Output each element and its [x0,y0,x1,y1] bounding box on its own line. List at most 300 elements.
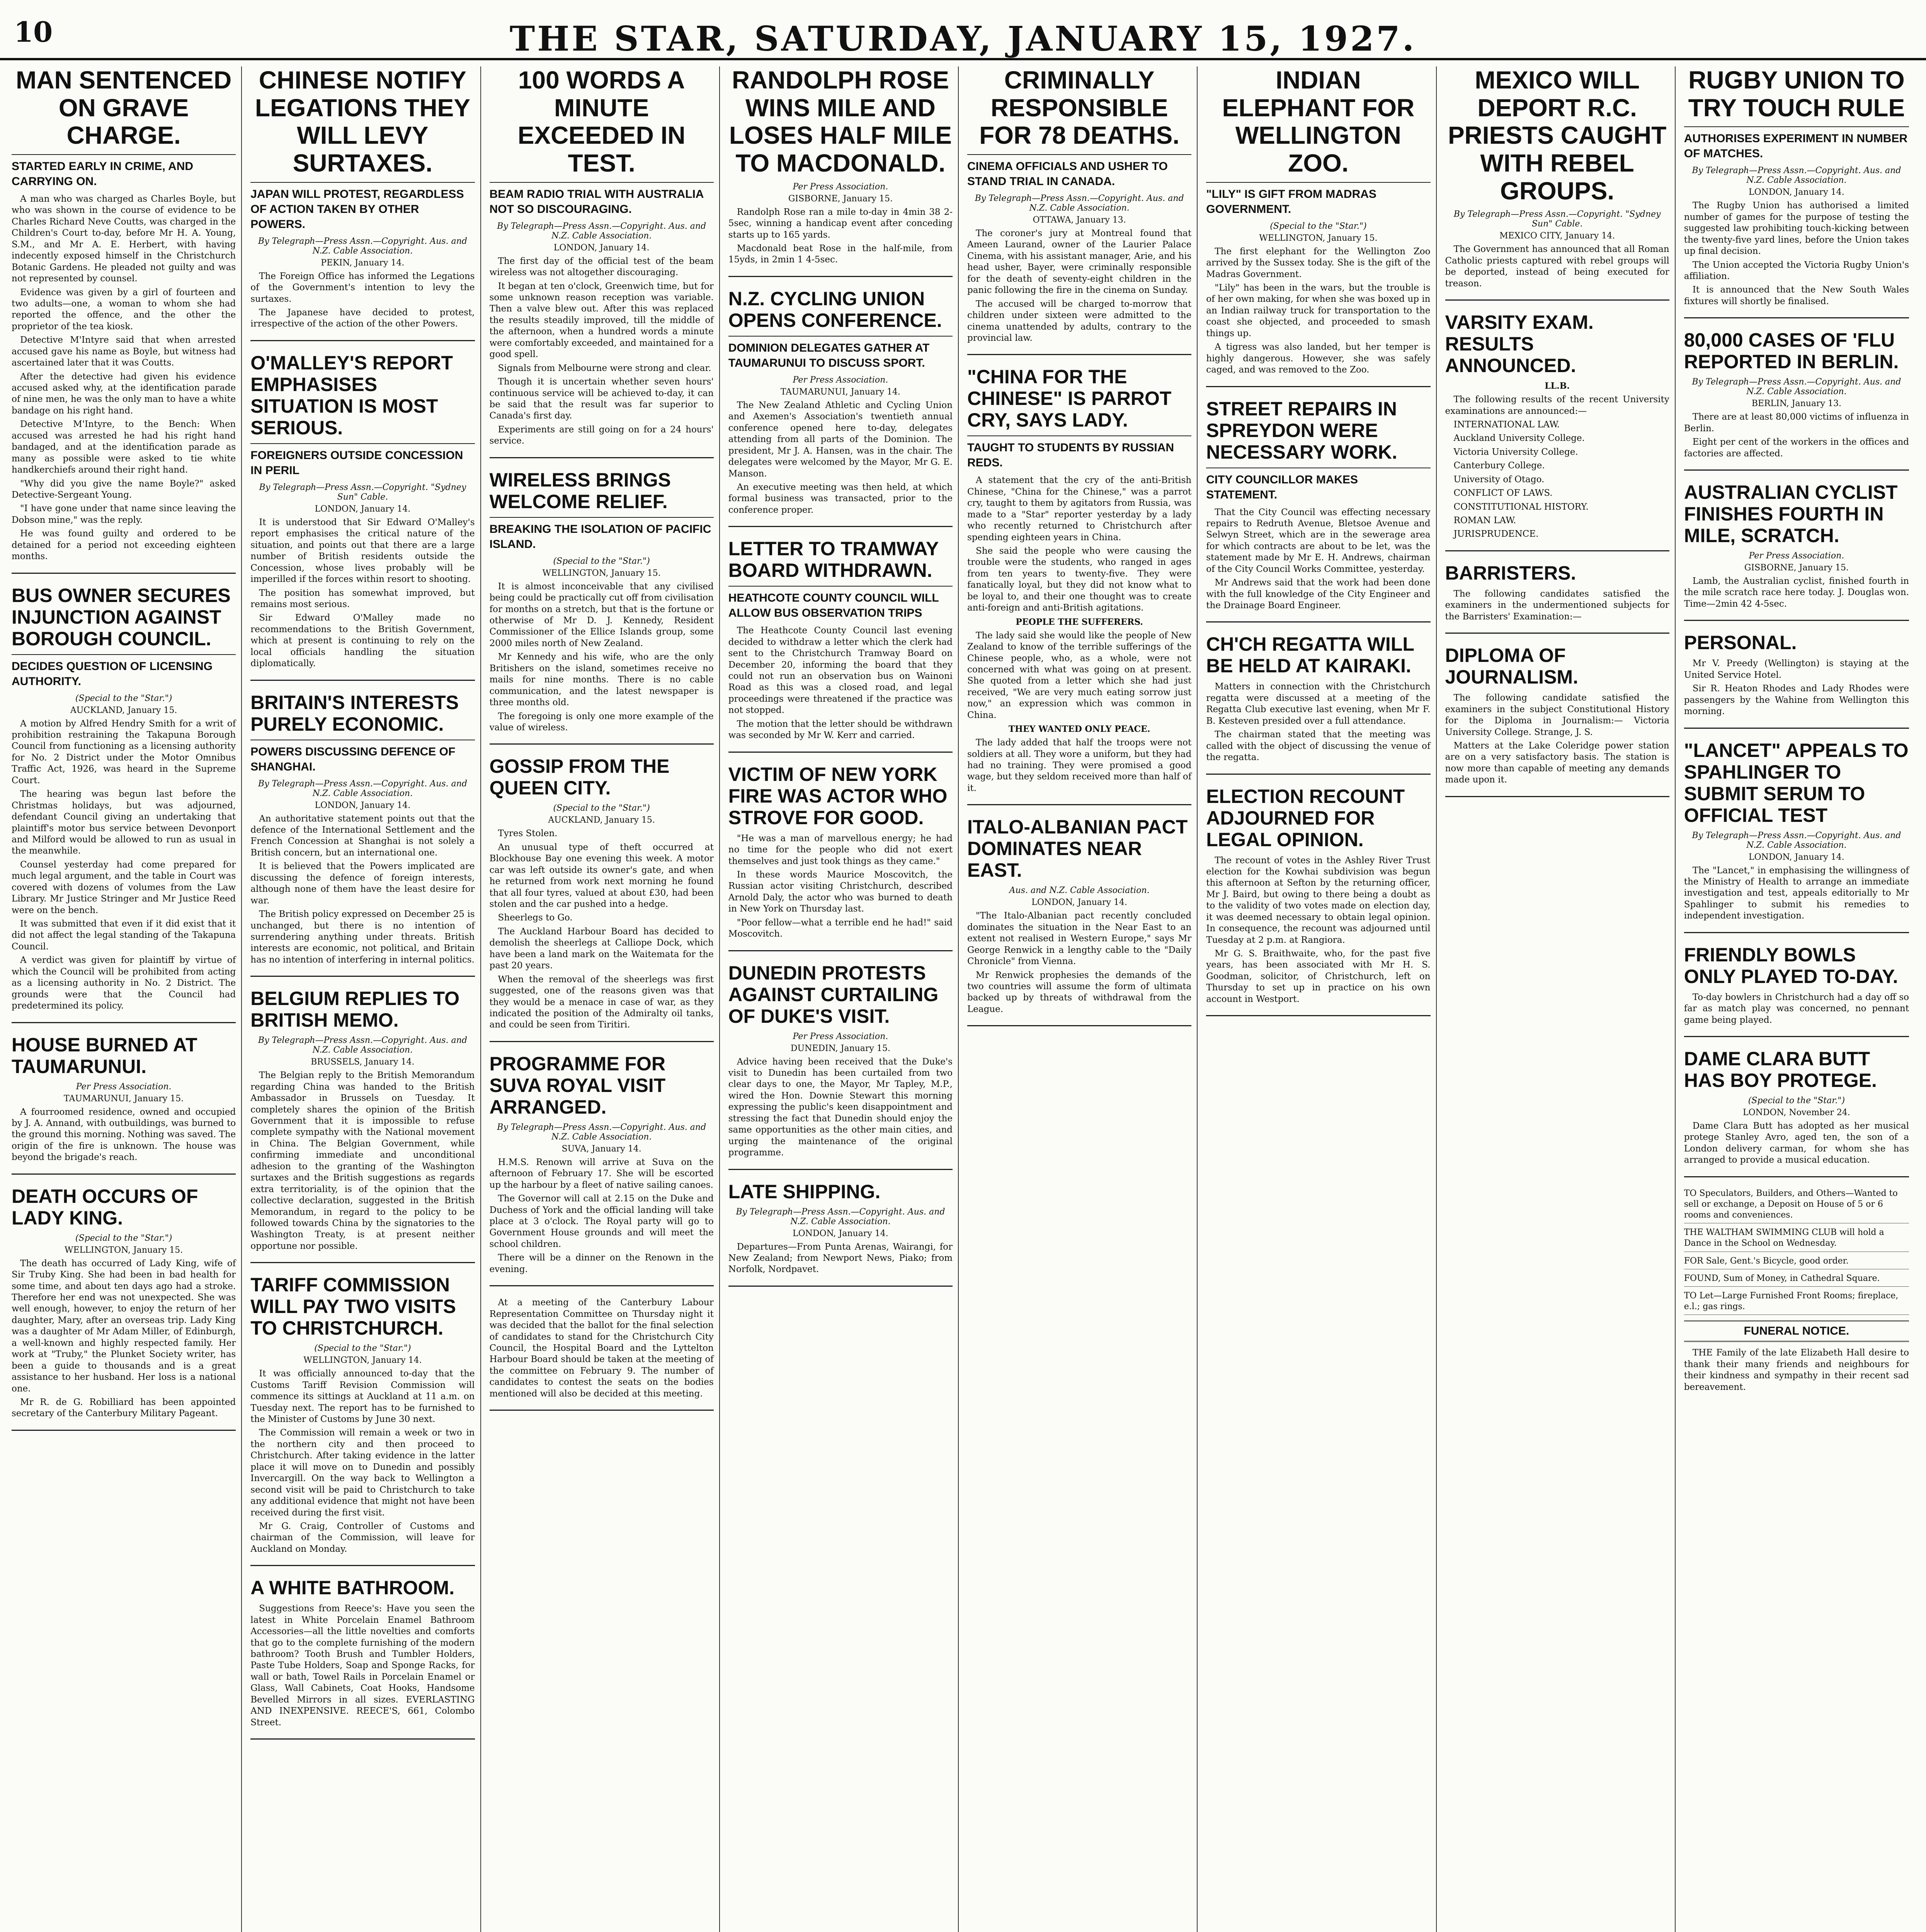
headline: GOSSIP FROM THE QUEEN CITY. [489,755,670,799]
article-body [250,813,475,966]
article-body [967,475,1191,614]
article [728,1181,953,1287]
article [1445,562,1669,634]
article [490,469,714,745]
dateline: LONDON, January 14. [315,800,411,810]
dateline: GISBORNE, January 15. [788,194,893,204]
paragraph: The Heathcote County Council last evening decided to withdraw a letter which the clerk had sent to the Christchurch Tramway Board on December 20, informing the board that they could not run an observation bus on Wainoni Road as this was a closed road, and legal proceedings were threatened if the practice was not stopped. [728,626,953,716]
headline: 100 WORDS A MINUTE EXCEEDED IN TEST. [517,66,686,177]
sub-headline: CITY COUNCILLOR MAKES STATEMENT. [1206,468,1430,502]
paragraph: Lamb, the Australian cyclist, finished fourth in the mile scratch race here today. J. Douglas won. Time—2min 42 4-5sec. [1684,576,1909,609]
byline-credit: (Special to the "Star.") [1748,1096,1845,1106]
byline-credit: By Telegraph—Press Assn.—Copyright. Aus. and N.Z. Cable Association. [975,194,1184,213]
column-7 [1445,66,1676,1932]
dateline: LONDON, January 14. [1749,187,1844,197]
paragraph: Though it is uncertain whether seven hours' continuous service will be achieved to-day, it can be said that the result was far superior to Canada's first day. [489,377,714,421]
byline-credit: (Special to the "Star.") [553,803,650,813]
byline-credit: By Telegraph—Press Assn.—Copyright. Aus. and N.Z. Cable Association. [1692,166,1901,185]
article [967,66,1191,355]
classified-ads [1684,1188,1909,1315]
article [728,538,953,752]
paragraph: Mr Renwick prophesies the demands of the two countries will assume the form of ultimata backed up by threats of withdrawal from the League. [967,970,1192,1014]
newspaper-title: THE STAR, SATURDAY, JANUARY 15, 1927. [509,19,1417,59]
article-body [490,581,714,734]
byline-credit: By Telegraph—Press Assn.—Copyright. Aus. and N.Z. Cable Association. [258,779,467,798]
headline: BUS OWNER SECURES INJUNCTION AGAINST BOROUGH COUNCIL. [12,584,231,650]
article [12,585,236,1023]
byline-credit: Per Press Association. [793,375,888,385]
article [250,352,475,681]
article-body [1445,588,1669,622]
byline-credit: By Telegraph—Press Assn.—Copyright. Aus. and N.Z. Cable Association. [258,1036,467,1055]
paragraph: The death has occurred of Lady King, wife of Sir Truby King. She had been in bad health for some time, and about ten days ago had a stroke. Therefore her end was not unexpected. She was well enough, however, to enjoy the return of her daughter, Mary, after an overseas trip. Lady King was a daughter of Mr Adam Miller, of Edinburgh, a well-known and highly respected family. Her work at "Truby," the Plunket Society writer, has been a guide to thousands and is a great assistance to her husband. Her loss is a national one. [12,1258,236,1394]
column-6 [1206,66,1436,1932]
paragraph: In these words Maurice Moscovitch, the Russian actor visiting Christchurch, described Arnold Daly, the actor who was burned to death in New York on Thursday last. [728,869,953,914]
article-body [12,194,236,563]
paragraph: "He was a man of marvellous energy; he had no time for the people who did not exert themselves and just took things as they came." [728,833,953,866]
headline: MEXICO WILL DEPORT R.C. PRIESTS CAUGHT WITH REBEL GROUPS. [1448,66,1667,205]
paragraph: The Union accepted the Victoria Rugby Union's affiliation. [1684,260,1909,281]
article-body [967,228,1191,344]
paragraph: "Poor fellow—what a terrible end he had!" said Moscovitch. [728,917,953,939]
paragraph: A tigress was also landed, but her temper is highly dangerous. However, she was safely caged, and was removed to the Zoo. [1206,342,1431,375]
article [250,988,475,1263]
paragraph: After the detective had given his evidence accused asked why, at the identification parade of nine men, he was the only man to have a white bandage on his right hand. [12,371,236,416]
paragraph: Randolph Rose ran a mile to-day in 4min 38 2-5sec, winning a handicap event after conceding starts up to 165 yards. [728,207,953,240]
dateline: LONDON, November 24. [1742,1108,1850,1118]
headline: AUSTRALIAN CYCLIST FINISHES FOURTH IN MILE, SCRATCH. [1684,481,1898,547]
paragraph: JURISPRUDENCE. [1453,529,1539,539]
article-body [1206,681,1430,763]
sub-headline: JAPAN WILL PROTEST, REGARDLESS OF ACTION TAKEN BY OTHER POWERS. [250,182,475,232]
article-body [1684,1121,1909,1166]
dateline: PEKIN, January 14. [321,258,405,268]
funeral-notice-title: FUNERAL NOTICE. [1684,1320,1909,1342]
article [1684,944,1909,1037]
paragraph: An unusual type of theft occurred at Blockhouse Bay one evening this week. A motor car was left outside its owner's gate, and when he returned from work next morning he found that all four tyres, valued at about £30, had been stolen and the car pushed into a hedge. [489,842,714,909]
byline-credit: By Telegraph—Press Assn.—Copyright. Aus. and N.Z. Cable Association. [736,1207,945,1226]
paragraph: Advice having been received that the Duke's visit to Dunedin has been curtailed from two clear days to one, the Mayor, Mr Tapley, M.P., wired the Hon. Downie Stewart this morning expressing the public's keen disappointment and stressing the fact that Dunedin should enjoy the same opportunities as the other main cities, and urging the maintenance of the original programme. [728,1056,953,1158]
paragraph: The first elephant for the Wellington Zoo arrived by the Sussex today. She is the gift of the Madras Government. [1206,246,1431,279]
sub-headline: HEATHCOTE COUNTY COUNCIL WILL ALLOW BUS OBSERVATION TRIPS [728,586,953,621]
article [1445,311,1669,551]
article [1206,786,1430,1017]
paragraph: Mr V. Preedy (Wellington) is staying at the United Service Hotel. [1684,658,1909,680]
headline: CH'CH REGATTA WILL BE HELD AT KAIRAKI. [1206,633,1414,677]
headline: 80,000 CASES OF 'FLU REPORTED IN BERLIN. [1684,329,1899,373]
sub-headline: POWERS DISCUSSING DEFENCE OF SHANGHAI. [250,740,475,774]
headline: PERSONAL. [1684,632,1797,654]
byline-credit: (Special to the "Star.") [75,1233,172,1243]
column-8 [1684,66,1914,1932]
paragraph: Departures—From Punta Arenas, Wairangi, for New Zealand; from Newport News, Piako; from Norfolk, Nordpavet. [728,1242,953,1275]
section-subhead: LL.B. [1545,381,1570,391]
column-2 [250,66,481,1932]
headline: MAN SENTENCED ON GRAVE CHARGE. [16,66,232,150]
article [490,1053,714,1286]
paragraph: Mr Kennedy and his wife, who are the only Britishers on the island, sometimes receive no mails for nine months. There is no cable communication, and the latest newspaper is three months old. [489,652,714,708]
paragraph: The foregoing is only one more example of the value of wireless. [489,711,714,733]
headline: A WHITE BATHROOM. [250,1577,454,1599]
classified-ad: FOR Sale, Gent.'s Bicycle, good order. [1684,1256,1909,1269]
paragraph: Macdonald beat Rose in the half-mile, from 15yds, in 2min 1 4-5sec. [728,243,953,265]
paragraph: Matters at the Lake Coleridge power station are on a very satisfactory basis. The station is now more than capable of meeting any demands made upon it. [1445,740,1669,785]
article [250,1577,475,1740]
paragraph: The lady said she would like the people of New Zealand to know of the terrible sufferings of the Chinese people, who, as a whole, were not concerned with what was going on at present. She quoted from a letter which she had just received, "We are very much eating sorrow just now," an expression which was common in China. [967,630,1192,720]
article-body [967,910,1191,1015]
article-body [728,833,953,940]
paragraph: When the removal of the sheerlegs was first suggested, one of the reasons given was that they would be a menace in case of war, as they indicated the position of the Admiralty oil tanks, and could be seen from Tiritiri. [489,974,714,1030]
headline: DAME CLARA BUTT HAS BOY PROTEGE. [1684,1048,1877,1092]
headline: LETTER TO TRAMWAY BOARD WITHDRAWN. [728,538,939,582]
dateline: WELLINGTON, January 14. [303,1355,422,1366]
paragraph: Experiments are still going on for a 24 hours' service. [489,424,714,446]
article-body [490,1297,714,1400]
article-body [728,400,953,516]
paragraph: Mr G. S. Braithwaite, who, for the past five years, has been associated with Mr H. S. Goodman, solicitor, of Christchurch, left on Thursday to set up in practice on his own account in Westport. [1206,949,1431,1004]
page-columns [12,66,1914,1932]
article [250,692,475,977]
dateline: GISBORNE, January 15. [1744,563,1849,573]
article-body [728,207,953,266]
article-body [12,1258,236,1420]
paragraph: University of Otago. [1453,474,1545,485]
paragraph: Eight per cent of the workers in the offices and factories are affected. [1684,437,1909,459]
paragraph: The Foreign Office has informed the Legations of the Government's intention to levy the surtaxes. [250,271,475,304]
byline-credit: (Special to the "Star.") [75,693,172,703]
column-5 [967,66,1198,1932]
byline-credit: Per Press Association. [1749,551,1844,561]
paragraph: The Commission will remain a week or two in the northern city and then proceed to Christchurch. After taking evidence in the latter place it will move on to Dunedin and possibly Invercargill. On the way back to Wellington a second visit will be paid to Christchurch to take any additional evidence that might not have been received during the first visit. [250,1428,475,1518]
sub-headline: BEAM RADIO TRIAL WITH AUSTRALIA NOT SO DISCOURAGING. [490,182,714,217]
article-body [1684,200,1909,307]
byline-credit: (Special to the "Star.") [1270,221,1367,231]
article-body [1684,992,1909,1026]
paragraph: The coroner's jury at Montreal found that Ameen Laurand, owner of the Laurier Palace Cinema, with his assistant manager, Arie, and his head usher, Bayer, were criminally responsible for the death of seventy-eight children in the panic following the fire in the cinema on Sunday. [967,228,1192,296]
column-3 [490,66,720,1932]
headline: RANDOLPH ROSE WINS MILE AND LOSES HALF MILE TO MACDONALD. [729,66,952,177]
dateline: TAUMARUNUI, January 15. [64,1094,184,1104]
article-body [250,271,475,330]
article [1445,66,1669,301]
paragraph: The "Lancet," in emphasising the willingness of the Ministry of Health to arrange an immediate investigation and test, appeals editorially to Mr Spahlinger to submit his remedies to independent investigation. [1684,865,1909,921]
paragraph: Detective M'Intyre said that when arrested accused gave his name as Boyle, but witness had ascertained later that it was Coutts. [12,335,236,368]
headline: "CHINA FOR THE CHINESE" IS PARROT CRY, SAYS LADY. [967,366,1172,431]
dateline: WELLINGTON, January 15. [64,1245,183,1255]
dateline: WELLINGTON, January 15. [1259,233,1378,243]
paragraph: Mr G. Craig, Controller of Customs and chairman of the Commission, will leave for Auckland on Monday. [250,1521,475,1554]
headline: N.Z. CYCLING UNION OPENS CONFERENCE. [728,287,942,331]
dateline: OTTAWA, January 13. [1033,215,1126,225]
article-body [1684,412,1909,459]
paragraph: "I have gone under that name since leaving the Dobson mine," was the reply. [12,503,236,525]
paragraph: Sheerlegs to Go. [498,913,573,923]
byline-credit: By Telegraph—Press Assn.—Copyright. Aus. and N.Z. Cable Association. [497,1122,706,1142]
byline-credit: Per Press Association. [793,182,888,192]
paragraph: Dame Clara Butt has adopted as her musical protege Stanley Avro, aged ten, the son of a London delivery carman, for whom she has arranged to provide a musical education. [1684,1121,1909,1165]
paragraph: The Belgian reply to the British Memorandum regarding China was handed to the British Ambassador in Brussels on Tuesday. It completely shares the opinion of the British Government that it is impossible to refuse complete sympathy with the National movement in China. The Belgian Government, while confirming immediate and unconditional adhesion to the granting of the Washington surtaxes and the British suggestions as regards extra territoriality, is of the opinion that the collective declaration, suggested in the British Memorandum, in regard to the policy to be followed towards China by the signatories to the Washington Treaty, is at present neither opportune nor possible. [250,1070,475,1251]
article-body [1684,658,1909,717]
headline: BELGIUM REPLIES TO BRITISH MEMO. [250,988,460,1031]
paragraph: The hearing was begun last before the Christmas holidays, but was adjourned, defendant Council giving an undertaking that plaintiff's motor bus service between Devonport and Milford would be allowed to run as usual in the meanwhile. [12,789,236,856]
paragraph: The Government has announced that all Roman Catholic priests captured with rebel groups will be deported, instead of being executed for treason. [1445,244,1669,289]
paragraph: An executive meeting was then held, at which formal business was transacted, prior to the conference proper. [728,482,953,515]
paragraph: "Lily" has been in the wars, but the trouble is of her own making, for when she was boxed up in an Indian railway truck for transportation to the coast she objected, and proceeded to smash things up. [1206,283,1431,338]
column-1 [12,66,242,1932]
paragraph: A statement that the cry of the anti-British Chinese, "China for the Chinese," was a parrot cry, taught to them by agitators from Russia, was made to a "Star" reporter yesterday by a lady who recently returned to Christchurch after spending eighteen years in China. [967,475,1192,543]
paragraph: Sir Edward O'Malley made no recommendations to the British Government, which at present is continuing to rely on the local officials handling the situation diplomatically. [250,613,475,669]
article [250,1274,475,1566]
paragraph: Suggestions from Reece's: Have you seen the latest in White Porcelain Enamel Bathroom Accessories—all the little novelties and comforts that go to the complete furnishing of the modern bathroom? Tooth Brush and Tumbler Holders, Paste Tube Holders, Soap and Sponge Racks, for wall or bath, Towel Rails in Porcelain Enamel or Glass, Wall Cabinets, Coat Hooks, Handsome Bevelled Mirrors in all sizes. EVERLASTING AND INEXPENSIVE. REECE'S, 661, Colombo Street. [250,1604,475,1728]
article [1206,66,1430,387]
article-body [490,828,714,1031]
headline: RUGBY UNION TO TRY TOUCH RULE [1688,66,1905,122]
byline-credit: Per Press Association. [793,1031,888,1041]
paragraph: The New Zealand Athletic and Cycling Union and Axemen's Association's twentieth annual conference opened here to-day, delegates attending from all parts of the Dominion. The president, Mr J. A. Hansen, was in the chair. The delegates were welcomed by the Mayor, Mr G. E. Manson. [728,400,953,479]
paragraph: THE Family of the late Elizabeth Hall desire to thank their many friends and neighbours for their kindness and sympathy in their recent sad bereavement. [1684,1348,1909,1392]
article [967,366,1191,805]
headline: VARSITY EXAM. RESULTS ANNOUNCED. [1445,311,1594,377]
article-body [12,718,236,1012]
dateline: LONDON, January 14. [1031,898,1127,908]
article-body [1206,855,1430,1005]
headline: ITALO-ALBANIAN PACT DOMINATES NEAR EAST. [967,816,1188,881]
funeral-notice-body [1684,1347,1909,1393]
article-body [728,625,953,741]
masthead [0,0,1926,60]
article [12,1185,236,1431]
headline: CHINESE NOTIFY LEGATIONS THEY WILL LEVY SURTAXES. [255,66,470,177]
paragraph: It was submitted that even if it did exist that it did not affect the legal standing of the Takapuna Council. [12,919,236,952]
article [490,1297,714,1411]
paragraph: Evidence was given by a girl of fourteen and two adults—one, a woman to whom she had reported the offence, and the other the proprietor of the tea kiosk. [12,287,236,332]
headline: INDIAN ELEPHANT FOR WELLINGTON ZOO. [1222,66,1415,177]
headline: O'MALLEY'S REPORT EMPHASISES SITUATION IS MOST SERIOUS. [250,352,453,439]
paragraph: H.M.S. Renown will arrive at Suva on the afternoon of February 17. She will be escorted up the harbour by a fleet of native sailing canoes. [489,1157,714,1190]
paragraph: It began at ten o'clock, Greenwich time, but for some unknown reason reception was variable. Then a valve blew out. After this was replaced the results steadily improved, till the middle of the afternoon, when a hundred words a minute were comfortably exceeded, and maintained for a good spell. [489,281,714,360]
headline: CRIMINALLY RESPONSIBLE FOR 78 DEATHS. [979,66,1180,150]
byline-credit: By Telegraph—Press Assn.—Copyright. Aus. and N.Z. Cable Association. [1692,377,1901,397]
article [728,66,953,277]
dateline: LONDON, January 14. [315,504,411,514]
article-body [1445,692,1669,786]
byline-credit: By Telegraph—Press Assn.—Copyright. "Sydney Sun" Cable. [1453,209,1661,229]
paragraph: He was found guilty and ordered to be detained for a period not exceeding eighteen months. [12,529,236,562]
sub-headline: BREAKING THE ISOLATION OF PACIFIC ISLAND. [490,517,714,552]
paragraph: It is announced that the New South Wales fixtures will shortly be finalised. [1684,285,1909,306]
paragraph: It is almost inconceivable that any civilised being could be practically cut off from civilisation for months on a stretch, but that is the fortune or otherwise of Mr D. J. Kennedy, Resident Commissioner of the Ellice Islands group, some 2000 miles north of New Zealand. [489,581,714,648]
paragraph: A fourroomed residence, owned and occupied by J. A. Annand, with outbuildings, was burned to the ground this morning. Nothing was saved. The origin of the fire is unknown. The house was beyond the brigade's reach. [12,1107,236,1163]
paragraph: It is believed that the Powers implicated are discussing the defence of foreign interests, although none of them have the least desire for war. [250,861,475,906]
article-body [1206,246,1430,376]
article-body [1445,244,1669,289]
paragraph: ROMAN LAW. [1453,515,1516,526]
paragraph: "The Italo-Albanian pact recently concluded dominates the situation in the Near East to an extent not realised in Western Europe," says Mr George Renwick in a lengthy cable to the "Daily Chronicle" from Vienna. [967,911,1192,967]
article [728,288,953,527]
headline: WIRELESS BRINGS WELCOME RELIEF. [489,469,671,512]
paragraph: The Auckland Harbour Board has decided to demolish the sheerlegs at Calliope Dock, which have been a land mark on the Waitemata for the past 20 years. [489,926,714,971]
paragraph: An authoritative statement points out that the defence of the International Settlement and the French Concession at Shanghai is not solely a British concern, but an international one. [250,813,475,858]
article-body [1445,394,1669,540]
paragraph: To-day bowlers in Christchurch had a day off so far as match play was concerned, no pennant game being played. [1684,992,1909,1025]
byline-credit: Per Press Association. [76,1082,172,1092]
paragraph: Tyres Stolen. [498,828,558,839]
article-body [1684,865,1909,922]
dateline: BERLIN, January 13. [1751,399,1841,409]
article [1684,1048,1909,1177]
article [490,66,714,458]
article [1684,329,1909,471]
paragraph: It was officially announced to-day that the Customs Tariff Revision Commission will commence its sittings at Auckland at 11 a.m. on Tuesday next. The report has to be furnished to the Minister of Customs by June 30 next. [250,1369,475,1424]
paragraph: The chairman stated that the meeting was called with the object of discussing the venue of the regatta. [1206,730,1431,763]
headline: TARIFF COMMISSION WILL PAY TWO VISITS TO CHRISTCHURCH. [250,1274,456,1339]
classified-ad: FOUND, Sum of Money, in Cathedral Square. [1684,1273,1909,1287]
byline-credit: Aus. and N.Z. Cable Association. [1009,886,1150,896]
paragraph: CONFLICT OF LAWS. [1453,488,1553,498]
paragraph: The following candidate satisfied the examiners in the subject Constitutional History for the Diploma in Journalism:— Victoria University College. Strange, J. S. [1445,693,1669,737]
classified-ad: TO Speculators, Builders, and Others—Wanted to sell or exchange, a Deposit on House of 5 or 6 rooms and conveniences. [1684,1188,1909,1223]
paragraph: INTERNATIONAL LAW. [1453,419,1560,430]
paragraph: There will be a dinner on the Renown in the evening. [489,1253,714,1274]
headline: FRIENDLY BOWLS ONLY PLAYED TO-DAY. [1684,944,1898,987]
headline: HOUSE BURNED AT TAUMARUNUI. [12,1034,197,1077]
paragraph: Auckland University College. [1453,433,1585,444]
paragraph: Counsel yesterday had come prepared for much legal argument, and the table in Court was covered with dozens of volumes from the Law Library. Mr Justice Stringer and Mr Justice Reed were on the bench. [12,859,236,915]
paragraph: Signals from Melbourne were strong and clear. [498,363,711,373]
paragraph: At a meeting of the Canterbury Labour Representation Committee on Thursday night it was decided that the ballot for the final selection of candidates to stand for the Christchurch City Council, the Hospital Board and the Lyttelton Harbour Board should be taken at the meeting of the committee on February 9. The number of candidates to contest the seats on the bodies mentioned will also be decided at this meeting. [489,1298,714,1399]
article-body [490,1157,714,1275]
article [490,755,714,1042]
byline-credit: (Special to the "Star.") [314,1344,411,1354]
paragraph: Victoria University College. [1453,447,1578,457]
article [728,764,953,951]
dateline: LONDON, January 14. [793,1228,888,1238]
headline: BARRISTERS. [1445,562,1576,584]
paragraph: The following candidates satisfied the examiners in the undermentioned subjects for the Barristers' Examination:— [1445,588,1669,622]
article-body [250,517,475,670]
article-body [250,1070,475,1252]
sub-headline: CINEMA OFFICIALS AND USHER TO STAND TRIAL IN CANADA. [967,154,1191,189]
paragraph: Sir R. Heaton Rhodes and Lady Rhodes were passengers by the Wahine from Wellington this morning. [1684,684,1909,717]
headline: STREET REPAIRS IN SPREYDON WERE NECESSARY WORK. [1206,398,1397,463]
dateline: TAUMARUNUI, January 14. [780,387,900,397]
headline: DIPLOMA OF JOURNALISM. [1445,645,1578,688]
paragraph: The Rugby Union has authorised a limited number of games for the purpose of testing the suggested law prohibiting touch-kicking between the twenty-five yard lines, before the Union takes up final decision. [1684,201,1909,257]
article-body [967,630,1191,721]
article [1206,633,1430,774]
headline: LATE SHIPPING. [728,1180,881,1202]
article [1684,481,1909,621]
paragraph: A man who was charged as Charles Boyle, but who was shown in the course of evidence to be Charles Richard Neve Coutts, was charged in the Children's Court to-day, before Mr H. A. Young, S.M., and Mr A. E. Herbert, with having indecently exposed himself in the Christchurch Botanic Gardens. He pleaded not guilty and was not represented by counsel. [12,194,236,284]
sub-headline: AUTHORISES EXPERIMENT IN NUMBER OF MATCHES. [1684,126,1909,161]
sub-headline: "LILY" IS GIFT FROM MADRAS GOVERNMENT. [1206,182,1430,217]
headline: DUNEDIN PROTESTS AGAINST CURTAILING OF DUKE'S VISIT. [728,962,939,1027]
sub-headline: FOREIGNERS OUTSIDE CONCESSION IN PERIL [250,443,475,478]
article [12,66,236,574]
section-subhead: THEY WANTED ONLY PEACE. [1008,724,1150,735]
page-number: 10 [14,15,53,48]
sub-headline: TAUGHT TO STUDENTS BY RUSSIAN REDS. [967,435,1191,470]
dateline: MEXICO CITY, January 14. [1499,231,1615,241]
byline-credit: By Telegraph—Press Assn.—Copyright. Aus. and N.Z. Cable Association. [1692,830,1901,850]
paragraph: The accused will be charged to-morrow that children under sixteen were admitted to the cinema unattended by adults, contrary to the provincial law. [967,299,1192,343]
section-subhead: PEOPLE THE SUFFERERS. [1016,617,1143,627]
sub-headline: DECIDES QUESTION OF LICENSING AUTHORITY. [12,654,236,689]
paragraph: A verdict was given for plaintiff by virtue of which the Council will be prohibited from acting as a licensing authority in No. 2 District. The grounds were that the Council had predetermined its policy. [12,955,236,1011]
dateline: LONDON, January 14. [1749,852,1844,862]
paragraph: The lady added that half the troops were not soldiers at all. They wore a uniform, but they had had no training. They were promised a good wage, but they seldom received more than half of it. [967,738,1192,793]
headline: VICTIM OF NEW YORK FIRE WAS ACTOR WHO STROVE FOR GOOD. [728,763,948,828]
byline-credit: (Special to the "Star.") [553,556,650,566]
dateline: AUCKLAND, January 15. [548,815,655,825]
article-body [250,1603,475,1728]
paragraph: There are at least 80,000 victims of influenza in Berlin. [1684,412,1909,434]
article [1684,632,1909,728]
article-body [250,1368,475,1555]
dateline: AUCKLAND, January 15. [70,705,177,715]
dateline: WELLINGTON, January 15. [542,568,661,578]
classified-ad: TO Let—Large Furnished Front Rooms; fireplace, e.l.; gas rings. [1684,1291,1909,1315]
paragraph: The Governor will call at 2.15 on the Duke and Duchess of York and the official landing will take place at 3 o'clock. The Royal party will go to Government House grounds and will meet the school children. [489,1194,714,1249]
article [12,1034,236,1175]
paragraph: Matters in connection with the Christchurch regatta were discussed at a meeting of the Regatta Club executive last evening, when Mr F. B. Kesteven presided over a full attendance. [1206,682,1431,726]
column-4 [728,66,959,1932]
byline-credit: By Telegraph—Press Assn.—Copyright. "Sydney Sun" Cable. [259,482,466,502]
dateline: SUVA, January 14. [561,1144,641,1154]
article [967,816,1191,1026]
article-body [1206,507,1430,612]
article-body [12,1107,236,1163]
article-body [728,1056,953,1159]
sub-headline: DOMINION DELEGATES GATHER AT TAUMARUNUI TO DISCUSS SPORT. [728,336,953,371]
article-body [728,1242,953,1276]
dateline: BRUSSELS, January 14. [311,1057,415,1067]
paragraph: She said the people who were causing the trouble were the students, who ranged in ages from ten years to twenty-five. They were fanatically loyal, but they did not know what to be loyal to, and their one thought was to create anti-foreign and anti-British agitations. [967,546,1192,613]
paragraph: Mr Andrews said that the work had been done with the full knowledge of the City Engineer and the Drainage Board Engineer. [1206,578,1431,611]
paragraph: Detective M'Intyre, to the Bench: When accused was arrested he had his right hand bandaged, and at the identification parade as many as possible were asked to tie white handkerchiefs around their right hand. [12,419,236,475]
paragraph: The motion that the letter should be withdrawn was seconded by Mr W. Kerr and carried. [728,719,953,741]
article [250,66,475,341]
headline: DEATH OCCURS OF LADY KING. [12,1185,198,1229]
headline: ELECTION RECOUNT ADJOURNED FOR LEGAL OPINION. [1206,785,1405,850]
byline-credit: By Telegraph—Press Assn.—Copyright. Aus. and N.Z. Cable Association. [497,221,706,241]
paragraph: The recount of votes in the Ashley River Trust election for the Kowhai subdivision was begun this afternoon at Sefton by the returning officer, Mr J. Baird, but owing to there being a doubt as to the validity of two votes made on election day, it was deemed necessary to obtain legal opinion. In consequence, the recount was adjourned until Tuesday at 2 p.m. at Rangiora. [1206,855,1431,945]
paragraph: The first day of the official test of the beam wireless was not altogether discouraging. [489,256,714,278]
headline: PROGRAMME FOR SUVA ROYAL VISIT ARRANGED. [489,1053,666,1118]
article [1684,740,1909,933]
article-body [1684,576,1909,610]
byline-credit: By Telegraph—Press Assn.—Copyright. Aus. and N.Z. Cable Association. [258,236,467,256]
paragraph: The British policy expressed on December 25 is unchanged, but there is no intention of surrendering anything under threats. British interests are economic, not political, and Britain has no intention of interfering in internal politics. [250,909,475,965]
paragraph: CONSTITUTIONAL HISTORY. [1453,502,1589,512]
paragraph: A motion by Alfred Hendry Smith for a writ of prohibition restraining the Takapuna Borough Council from functioning as a licensing authority for No. 2 District under the Motor Omnibus Traffic Act, 1926, was heard in the Supreme Court. [12,718,236,786]
paragraph: The following results of the recent University examinations are announced:— [1445,395,1669,416]
paragraph: Canterbury College. [1453,461,1545,471]
paragraph: It is understood that Sir Edward O'Malley's report emphasises the critical nature of the situation, and points out that there are a large number of British residents outside the Concession, whose lives probably will be imperilled if the forces within resort to shooting. [250,517,475,585]
article [1445,645,1669,797]
paragraph: "Why did you give the name Boyle?" asked Detective-Sergeant Young. [12,478,236,500]
dateline: DUNEDIN, January 15. [790,1043,890,1053]
sub-headline: STARTED EARLY IN CRIME, AND CARRYING ON. [12,154,236,189]
headline: "LANCET" APPEALS TO SPAHLINGER TO SUBMIT SERUM TO OFFICIAL TEST [1684,739,1909,826]
paragraph: The position has somewhat improved, but remains most serious. [250,588,475,609]
dateline: LONDON, January 14. [553,243,650,253]
article-body [490,256,714,447]
article [728,962,953,1170]
paragraph: The Japanese have decided to protest, irrespective of the action of the other Powers. [250,308,475,329]
paragraph: That the City Council was effecting necessary repairs to Redruth Avenue, Bletsoe Avenue and Selwyn Street, which are in the sewerage area for which contracts are about to be let, was the statement made by Mr E. H. Andrews, chairman of the City Council Works Committee, yesterday. [1206,507,1431,574]
article [1206,398,1430,623]
